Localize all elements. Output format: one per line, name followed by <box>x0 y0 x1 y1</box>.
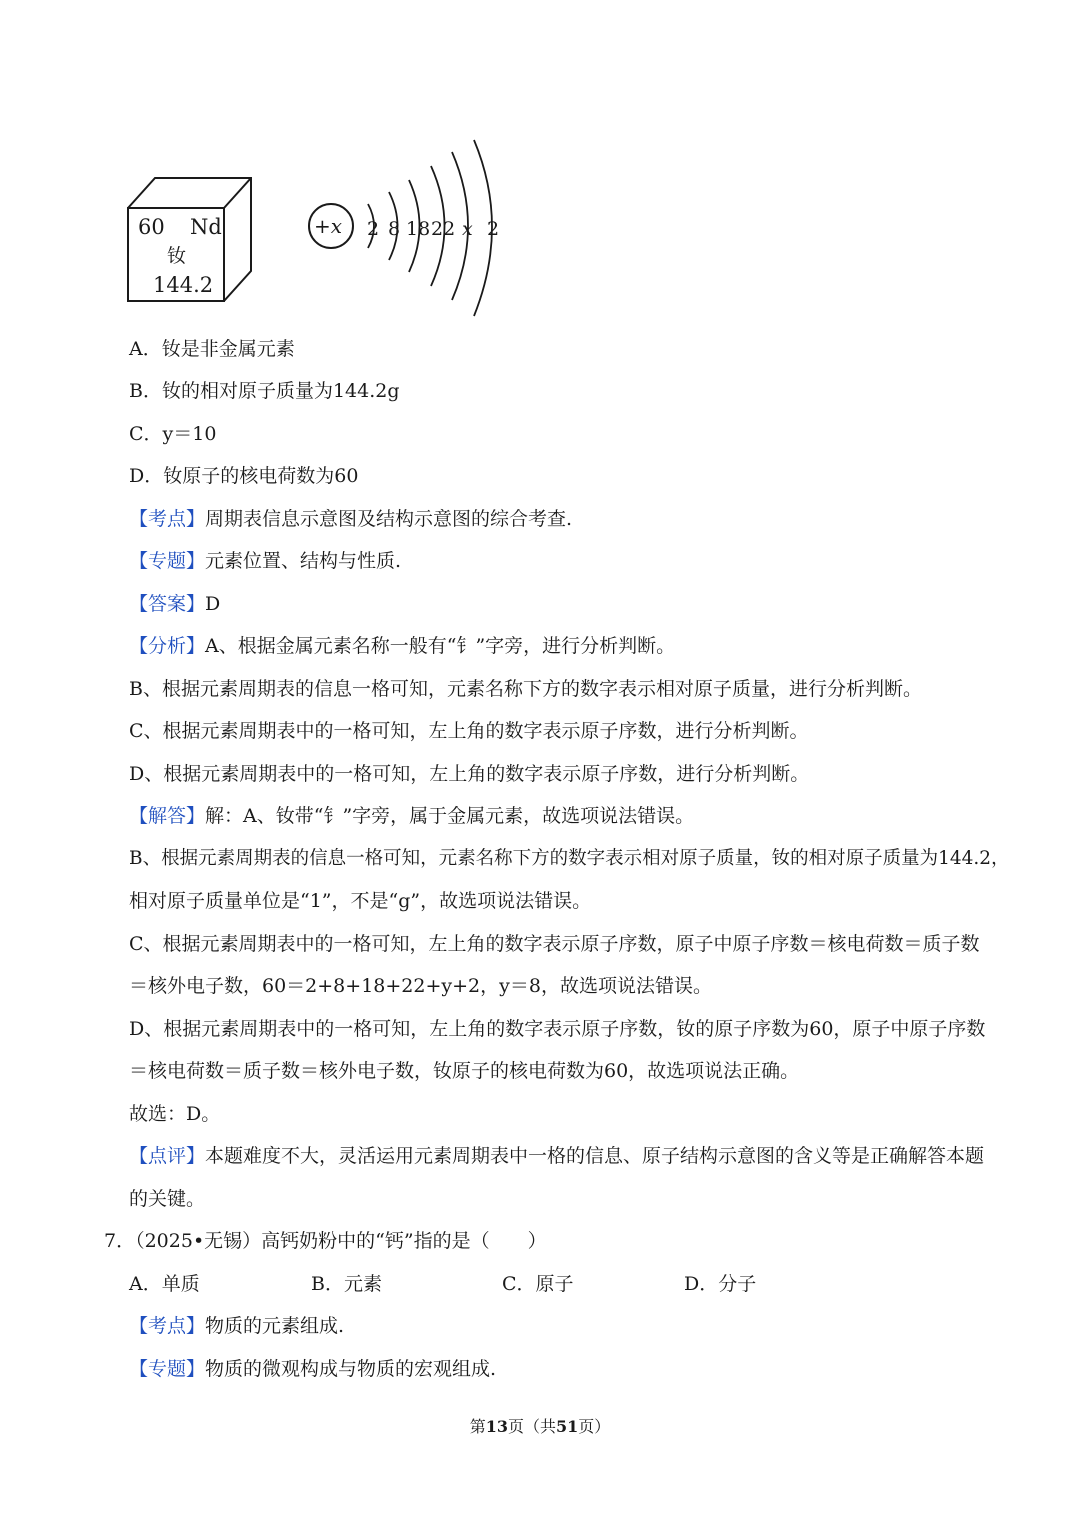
dianping-row <box>129 1143 984 1169</box>
element-symbol: Nd <box>190 215 222 239</box>
option-c: C．y＝10 <box>129 423 217 445</box>
dianping-text: 本题难度不大，灵活运用元素周期表中一格的信息、原子结构示意图的含义等是正确解答本题 <box>205 1145 985 1167</box>
fenxi-tag: 【分析】 <box>129 635 206 657</box>
jieda-tag: 【解答】 <box>129 805 206 827</box>
element-number: 60 <box>138 215 165 239</box>
shell-electrons-2: 8 <box>388 218 401 240</box>
daan-text: D <box>205 593 221 615</box>
q7-option-a: A．单质 <box>129 1273 200 1295</box>
q7-option-c: C．原子 <box>502 1273 574 1295</box>
jieda-d2: ＝核电荷数＝质子数＝核外电子数，钕原子的核电荷数为60，故选项说法正确。 <box>129 1060 800 1082</box>
q7-option-b: B．元素 <box>311 1273 382 1295</box>
zhuanti-tag: 【专题】 <box>129 550 206 572</box>
zhuanti-row <box>129 548 401 574</box>
shell-electrons-3: 18 <box>406 218 431 240</box>
option-b: B．钕的相对原子质量为144.2g <box>129 380 400 402</box>
footer-suffix: 页） <box>578 1417 611 1436</box>
fenxi-b: B、根据元素周期表的信息一格可知，元素名称下方的数字表示相对原子质量，进行分析判断。 <box>129 678 922 700</box>
q7-option-d: D．分子 <box>684 1273 757 1295</box>
q7-zhuanti-row <box>129 1356 496 1382</box>
q7-kaodian-tag: 【考点】 <box>129 1315 206 1337</box>
nucleus-label: +x <box>314 214 343 238</box>
q7-kaodian-row <box>129 1313 344 1339</box>
element-name: 钕 <box>167 245 187 267</box>
footer-total-pages: 51 <box>556 1417 579 1436</box>
footer-middle: 页（共 <box>507 1417 556 1436</box>
daan-row <box>129 591 220 617</box>
q7-zhuanti-text: 物质的微观构成与物质的宏观组成. <box>205 1358 497 1380</box>
element-figure <box>110 130 630 330</box>
kaodian-tag: 【考点】 <box>129 508 206 530</box>
atomic-mass: 144.2 <box>153 273 214 297</box>
fenxi-c: C、根据元素周期表中的一格可知，左上角的数字表示原子序数，进行分析判断。 <box>129 720 809 742</box>
q7-stem: 7．（2025•无锡）高钙奶粉中的“钙”指的是（ ） <box>104 1230 547 1252</box>
option-d: D．钕原子的核电荷数为60 <box>129 465 359 487</box>
jieda-row <box>129 803 694 829</box>
q7-kaodian-text: 物质的元素组成. <box>205 1315 345 1337</box>
guxuan: 故选：D。 <box>129 1103 221 1125</box>
footer-prefix: 第 <box>469 1417 486 1436</box>
option-a: A．钕是非金属元素 <box>129 338 295 360</box>
zhuanti-text: 元素位置、结构与性质. <box>205 550 402 572</box>
jieda-b2: 相对原子质量单位是“1”，不是“g”，故选项说法错误。 <box>129 890 592 912</box>
dianping-tag: 【点评】 <box>129 1145 206 1167</box>
shell-electrons-5: x <box>462 218 473 240</box>
fenxi-text: A、根据金属元素名称一般有“钅”字旁，进行分析判断。 <box>205 635 676 657</box>
jieda-d1: D、根据元素周期表中的一格可知，左上角的数字表示原子序数，钕的原子序数为60，原子中原子序数 <box>129 1018 986 1040</box>
kaodian-row <box>129 506 572 532</box>
fenxi-row <box>129 633 675 659</box>
jieda-c2: ＝核外电子数，60＝2+8+18+22+y+2，y＝8，故选项说法错误。 <box>129 975 712 997</box>
daan-tag: 【答案】 <box>129 593 206 615</box>
fenxi-d: D、根据元素周期表中的一格可知，左上角的数字表示原子序数，进行分析判断。 <box>129 763 810 785</box>
page-footer <box>0 1416 1080 1438</box>
shell-electrons-6: 2 <box>487 218 500 240</box>
jieda-c1: C、根据元素周期表中的一格可知，左上角的数字表示原子序数，原子中原子序数＝核电荷数＝质子数 <box>129 933 980 955</box>
jieda-b1: B、根据元素周期表的信息一格可知，元素名称下方的数字表示相对原子质量，钕的相对原子质量为144.2， <box>129 848 1010 869</box>
shell-electrons-1: 2 <box>367 218 380 240</box>
dianping-text-2: 的关键。 <box>129 1188 206 1210</box>
q7-zhuanti-tag: 【专题】 <box>129 1358 206 1380</box>
shell-electrons-4: 22 <box>431 218 456 240</box>
jieda-text: 解：A、钕带“钅”字旁，属于金属元素，故选项说法错误。 <box>205 805 695 827</box>
footer-page-number: 13 <box>485 1417 508 1436</box>
kaodian-text: 周期表信息示意图及结构示意图的综合考查. <box>205 508 573 530</box>
